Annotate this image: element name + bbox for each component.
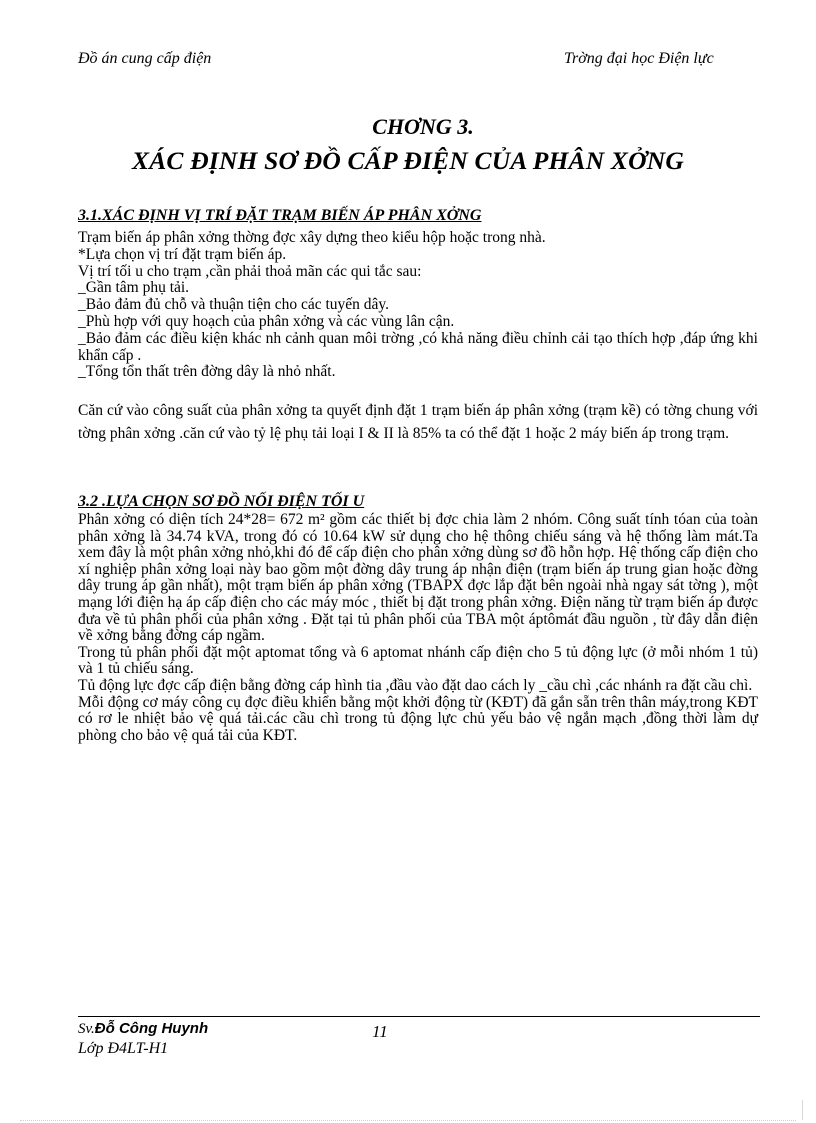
section2-heading: 3.2 .LỰA CHỌN SƠ ĐỒ NỐI ĐIỆN TỐI U [78,493,365,510]
section1-line: _Phù hợp với quy hoạch của phân xởng và các vùng lân cận. [78,312,455,330]
student-line [78,1020,208,1038]
section1-line: _Tổng tổn thất trên đờng dây là nhỏ nhất. [78,363,336,381]
page-number: 11 [372,1022,388,1041]
section1-line: *Lựa chọn vị trí đặt trạm biến áp. [78,245,287,263]
section2-body [78,512,758,744]
chapter-title: XÁC ĐỊNH SƠ ĐỒ CẤP ĐIỆN CỦA PHÂN XỞNG [132,146,684,175]
section1-line: _Bảo đảm các điều kiện khác nh cảnh quan môi trờng ,có khả năng điều chỉnh cải tạo thích hợp ,đáp ứng khi khẩn cấp . [78,329,758,364]
section1-list [78,230,758,381]
section1-paragraph: Căn cứ vào công suất của phân xởng ta quyết định đặt 1 trạm biến áp phân xởng (trạm kề) có tờng chung với tờng phân xởng .căn cứ vào tỷ lệ phụ tải loại I & II là 85% ta có thể đặt 1 hoặc 2 máy biến áp trong trạm. [78,402,758,442]
page-corner-mark [802,1100,803,1120]
student-name: Đỗ Công Huynh [94,1020,209,1037]
header-right: Trờng đại học Điện lực [564,50,714,67]
section1-heading: 3.1.XÁC ĐỊNH VỊ TRÍ ĐẶT TRẠM BIẾN ÁP PHÂN XỞNG [78,207,482,224]
sv-label: Sv. [78,1021,95,1037]
section2-paragraph: Trong tủ phân phối đặt một aptomat tổng và 6 aptomat nhánh cấp điện cho 5 tủ động lực (ở mỗi nhóm 1 tủ) và 1 tủ chiếu sáng. [78,643,758,678]
section1-line: Vị trí tối u cho trạm ,cần phải thoả mãn các qui tắc sau: [78,262,422,280]
header-left: Đồ án cung cấp điện [78,50,212,67]
footer-divider [78,1016,760,1017]
class-label: Lớp Đ4LT-H1 [78,1040,169,1057]
section2-paragraph: Phân xởng có diện tích 24*28= 672 m² gồm các thiết bị đợc chia làm 2 nhóm. Công suất tính tóan của toàn phân xởng là 34.74 kVA, trong đó có 10.64 kW sử dụng cho hệ thông chiếu sáng và hệ thống làm mát.Ta xem đây là một phân xởng nhỏ,khi đó để cấp điện cho phân xởng dùng sơ đồ hỗn hợp. Hệ thống cấp điện cho xí nghiệp phân xởng loại này bao gồm một đờng dây trung áp nhận điện (trạm biến áp trung gian hoặc đờng dây trung áp gần nhất), một trạm biến áp phân xởng (TBAPX đợc lắp đặt bên ngoài nhà ngay sát tờng ), một mạng lới điện hạ áp cấp điện cho các máy móc , thiết bị đặt trong phân xởng. Điện năng từ trạm biến áp được đưa về tủ phân phối của phân xởng . Đặt tại tủ phân phối của TBA một áptômát đầu nguồn , từ đây dẫn điện về xởng bằng đờng cáp ngầm. [78,511,758,645]
page-bottom-dotted-border [20,1120,796,1121]
section1-line: _Gần tâm phụ tải. [78,279,190,297]
section1-line: _Bảo đảm đủ chỗ và thuận tiện cho các tuyến dây. [78,296,390,314]
section2-paragraph: Mỗi động cơ máy công cụ đợc điều khiển bằng một khởi động từ (KĐT) đã gắn sẵn trên thân máy,trong KĐT có rơ le nhiệt bảo vệ quá tải.các cầu chì trong tủ động lực chủ yếu bảo vệ ngắn mạch ,đồng thời làm dự phòng cho bảo vệ quá tải của KĐT. [78,693,758,744]
chapter-label: CHƠNG 3. [372,114,474,139]
section1-line: Trạm biến áp phân xởng thờng đợc xây dựng theo kiểu hộp hoặc trong nhà. [78,229,546,246]
section2-paragraph: Tủ động lực đợc cấp điện bằng đờng cáp hình tia ,đầu vào đặt dao cách ly _cầu chì ,các nhánh ra đặt cầu chì. [78,676,753,694]
